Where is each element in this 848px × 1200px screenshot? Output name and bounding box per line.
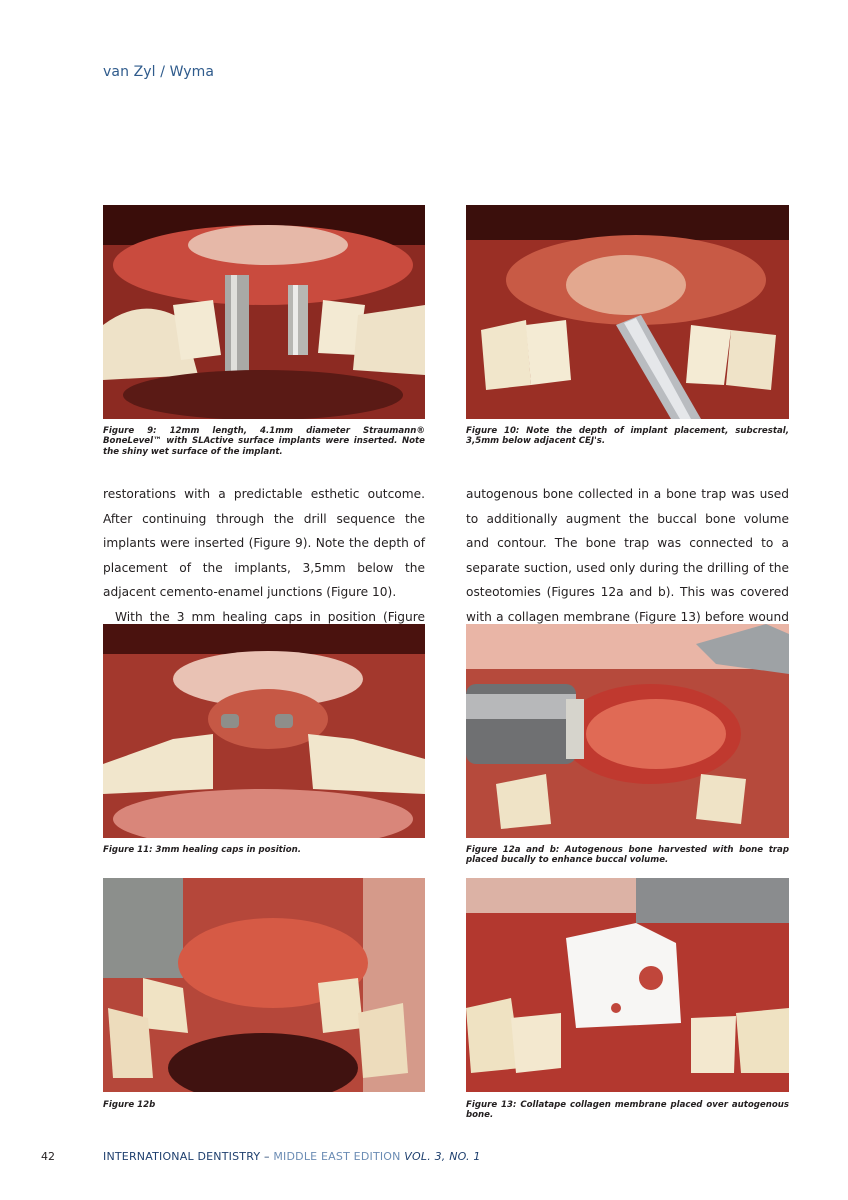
figure-9-photo	[103, 205, 425, 419]
journal-volume: VOL. 3, NO. 1	[400, 1150, 481, 1163]
figure-12b-caption: Figure 12b	[103, 1100, 156, 1110]
figure-10-photo	[466, 205, 789, 419]
figure-13-caption: Figure 13: Collatape collagen membrane placed over autogenous bone.	[466, 1100, 789, 1121]
figure-12a-photo	[466, 624, 789, 838]
figure-11-caption: Figure 11: 3mm healing caps in position.	[103, 845, 301, 855]
footer-dash: –	[260, 1150, 274, 1163]
figure-9-caption: Figure 9: 12mm length, 4.1mm diameter Straumann® BoneLevel™ with SLActive surface implants were inserted. Note the shiny wet surface of the implant.	[103, 426, 425, 457]
left-paragraph-1: restorations with a predictable esthetic outcome. After continuing through the drill sequence the implants were inserted (Figure 9). Note the depth of placement of the implants, 3,5mm below the adjacent cemento-enamel junctions (Figure 10).	[103, 487, 425, 599]
right-paragraph: autogenous bone collected in a bone trap was used to additionally augment the buccal bone volume and contour. The bone trap was connected to a separate suction, used only during the drilling of the osteotomies (Figures 12a and b). This was covered with a collagen membrane (Figure 13) before wound	[466, 487, 789, 624]
journal-footer	[103, 1150, 481, 1163]
figure-11-photo	[103, 624, 425, 838]
journal-edition: MIDDLE EAST EDITION	[273, 1150, 401, 1163]
journal-name: INTERNATIONAL DENTISTRY	[103, 1150, 261, 1163]
figure-12a-caption: Figure 12a and b: Autogenous bone harvested with bone trap placed bucally to enhance buccal volume.	[466, 845, 789, 866]
figure-12b-photo	[103, 878, 425, 1092]
running-head: van Zyl / Wyma	[103, 64, 215, 80]
figure-10-caption: Figure 10: Note the depth of implant placement, subcrestal, 3,5mm below adjacent CEJ's.	[466, 426, 789, 447]
page-number: 42	[41, 1150, 55, 1163]
left-paragraph-2: With the 3 mm healing caps in position (Figure	[115, 609, 425, 624]
figure-13-photo	[466, 878, 789, 1092]
